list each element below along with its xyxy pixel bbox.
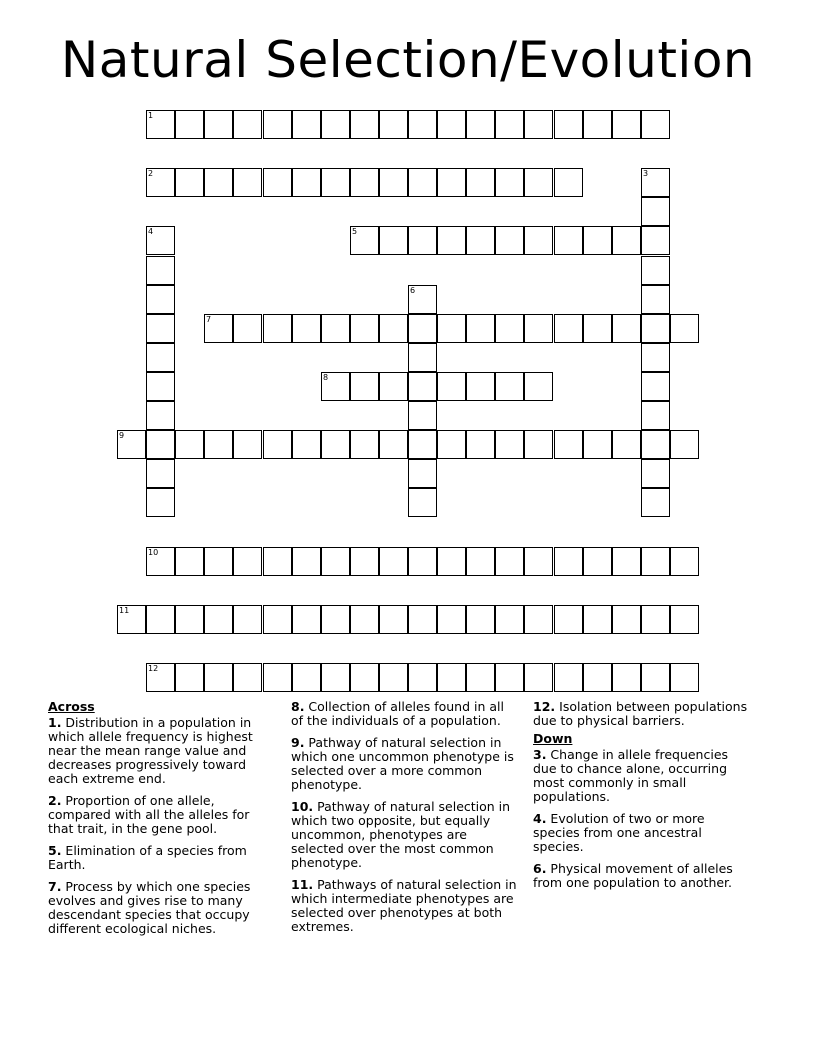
- grid-cell[interactable]: [641, 372, 670, 401]
- clue-item-number: 8.: [291, 699, 305, 714]
- grid-cell[interactable]: [495, 110, 524, 139]
- grid-cell[interactable]: [146, 343, 175, 372]
- clue-number: 1: [148, 111, 154, 120]
- clue-item-text: Distribution in a population in which allele frequency is highest near the mean range value and decreases progressively toward each extreme end.: [48, 715, 253, 786]
- grid-cell[interactable]: [554, 663, 583, 692]
- clue-item-number: 9.: [291, 735, 305, 750]
- grid-cell[interactable]: [495, 430, 524, 459]
- grid-cell[interactable]: [146, 459, 175, 488]
- grid-cell[interactable]: [612, 226, 641, 255]
- grid-cell[interactable]: [321, 430, 350, 459]
- grid-cell[interactable]: [233, 168, 262, 197]
- grid-cell[interactable]: [670, 430, 699, 459]
- grid-cell[interactable]: [350, 110, 379, 139]
- grid-cell[interactable]: [437, 110, 466, 139]
- grid-cell[interactable]: [612, 663, 641, 692]
- grid-cell[interactable]: [437, 314, 466, 343]
- grid-cell[interactable]: [524, 226, 553, 255]
- grid-cell[interactable]: [670, 605, 699, 634]
- grid-cell[interactable]: [350, 547, 379, 576]
- clue-item-text: Pathways of natural selection in which intermediate phenotypes are selected over phenotypes at both extremes.: [291, 877, 517, 934]
- clue-item: [291, 736, 519, 792]
- grid-cell[interactable]: [583, 663, 612, 692]
- clue-item-text: Isolation between populations due to physical barriers.: [533, 699, 748, 728]
- clues-column-1: [48, 700, 270, 944]
- grid-cell[interactable]: [408, 459, 437, 488]
- clue-number: 2: [148, 169, 154, 178]
- grid-cell[interactable]: [350, 314, 379, 343]
- grid-cell[interactable]: [612, 430, 641, 459]
- grid-cell[interactable]: [321, 110, 350, 139]
- grid-cell[interactable]: [641, 314, 670, 343]
- grid-cell[interactable]: [204, 663, 233, 692]
- clue-item-number: 11.: [291, 877, 314, 892]
- clue-item: [48, 794, 270, 836]
- clue-item-text: Pathway of natural selection in which one uncommon phenotype is selected over a more common phenotype.: [291, 735, 514, 792]
- clue-item-number: 12.: [533, 699, 556, 714]
- grid-cell[interactable]: [554, 605, 583, 634]
- grid-cell[interactable]: [641, 430, 670, 459]
- clue-item-number: 7.: [48, 879, 62, 894]
- clue-number: 10: [148, 548, 159, 557]
- grid-cell[interactable]: [379, 168, 408, 197]
- grid-cell[interactable]: [437, 226, 466, 255]
- grid-cell[interactable]: [263, 605, 292, 634]
- clues-column-2: [291, 700, 519, 942]
- grid-cell[interactable]: [146, 547, 175, 576]
- grid-cell[interactable]: [263, 314, 292, 343]
- grid-cell[interactable]: [263, 430, 292, 459]
- grid-cell[interactable]: [350, 226, 379, 255]
- grid-cell[interactable]: [146, 401, 175, 430]
- grid-cell[interactable]: [466, 430, 495, 459]
- clue-number: 8: [323, 373, 329, 382]
- grid-cell[interactable]: [292, 605, 321, 634]
- grid-cell[interactable]: [408, 488, 437, 517]
- grid-cell[interactable]: [204, 168, 233, 197]
- grid-cell[interactable]: [524, 547, 553, 576]
- grid-cell[interactable]: [641, 285, 670, 314]
- grid-cell[interactable]: [408, 663, 437, 692]
- grid-cell[interactable]: [670, 547, 699, 576]
- clue-number: 3: [643, 169, 649, 178]
- grid-cell[interactable]: [146, 430, 175, 459]
- grid-cell[interactable]: [204, 314, 233, 343]
- grid-cell[interactable]: [350, 372, 379, 401]
- grid-cell[interactable]: [321, 547, 350, 576]
- grid-cell[interactable]: [437, 605, 466, 634]
- grid-cell[interactable]: [641, 605, 670, 634]
- clue-item-text: Proportion of one allele, compared with all the alleles for that trait, in the gene pool.: [48, 793, 250, 836]
- clue-item-text: Elimination of a species from Earth.: [48, 843, 247, 872]
- grid-cell[interactable]: [612, 605, 641, 634]
- clue-item-number: 3.: [533, 747, 547, 762]
- grid-cell[interactable]: [146, 168, 175, 197]
- clue-number: 4: [148, 227, 154, 236]
- clue-item-text: Evolution of two or more species from one ancestral species.: [533, 811, 705, 854]
- grid-cell[interactable]: [204, 605, 233, 634]
- grid-cell[interactable]: [583, 430, 612, 459]
- grid-cell[interactable]: [379, 226, 408, 255]
- grid-cell[interactable]: [495, 314, 524, 343]
- grid-cell[interactable]: [437, 430, 466, 459]
- grid-cell[interactable]: [175, 663, 204, 692]
- grid-cell[interactable]: [670, 663, 699, 692]
- puzzle-title: Natural Selection/Evolution: [60, 31, 756, 89]
- grid-cell[interactable]: [292, 314, 321, 343]
- grid-cell[interactable]: [379, 430, 408, 459]
- grid-cell[interactable]: [204, 110, 233, 139]
- clue-item: [48, 716, 270, 786]
- grid-cell[interactable]: [379, 605, 408, 634]
- grid-cell[interactable]: [408, 168, 437, 197]
- grid-cell[interactable]: [263, 110, 292, 139]
- grid-cell[interactable]: [466, 663, 495, 692]
- grid-cell[interactable]: [117, 430, 146, 459]
- grid-cell[interactable]: [350, 605, 379, 634]
- clue-item: [291, 800, 519, 870]
- grid-cell[interactable]: [466, 605, 495, 634]
- grid-cell[interactable]: [583, 314, 612, 343]
- clue-item-number: 6.: [533, 861, 547, 876]
- grid-cell[interactable]: [263, 547, 292, 576]
- grid-cell[interactable]: [204, 547, 233, 576]
- grid-cell[interactable]: [641, 226, 670, 255]
- grid-cell[interactable]: [146, 605, 175, 634]
- grid-cell[interactable]: [670, 314, 699, 343]
- grid-cell[interactable]: [321, 168, 350, 197]
- grid-cell[interactable]: [204, 430, 233, 459]
- grid-cell[interactable]: [233, 605, 262, 634]
- grid-cell[interactable]: [175, 430, 204, 459]
- clue-item-number: 5.: [48, 843, 62, 858]
- grid-cell[interactable]: [495, 168, 524, 197]
- grid-cell[interactable]: [292, 168, 321, 197]
- across-heading: Across: [48, 699, 95, 714]
- grid-cell[interactable]: [292, 547, 321, 576]
- grid-cell[interactable]: [641, 401, 670, 430]
- grid-cell[interactable]: [554, 547, 583, 576]
- clue-item-number: 1.: [48, 715, 62, 730]
- grid-cell[interactable]: [554, 314, 583, 343]
- grid-cell[interactable]: [495, 547, 524, 576]
- grid-cell[interactable]: [175, 110, 204, 139]
- grid-cell[interactable]: [321, 314, 350, 343]
- grid-cell[interactable]: [408, 314, 437, 343]
- clue-number: 12: [148, 664, 159, 673]
- clue-item: [533, 700, 753, 728]
- grid-cell[interactable]: [175, 168, 204, 197]
- grid-cell[interactable]: [321, 663, 350, 692]
- grid-cell[interactable]: [146, 285, 175, 314]
- grid-cell[interactable]: [175, 547, 204, 576]
- grid-cell[interactable]: [466, 168, 495, 197]
- grid-cell[interactable]: [437, 168, 466, 197]
- clue-item: [291, 700, 519, 728]
- grid-cell[interactable]: [641, 663, 670, 692]
- clue-item-number: 2.: [48, 793, 62, 808]
- clue-number: 9: [119, 431, 125, 440]
- clue-item-text: Pathway of natural selection in which two opposite, but equally uncommon, phenotypes are selected over the most common phenotype.: [291, 799, 511, 870]
- grid-cell[interactable]: [146, 663, 175, 692]
- clue-item: [533, 748, 753, 804]
- clue-item: [291, 878, 519, 934]
- grid-cell[interactable]: [466, 372, 495, 401]
- clue-item-number: 4.: [533, 811, 547, 826]
- grid-cell[interactable]: [466, 547, 495, 576]
- grid-cell[interactable]: [554, 168, 583, 197]
- grid-cell[interactable]: [524, 372, 553, 401]
- grid-cell[interactable]: [466, 314, 495, 343]
- grid-cell[interactable]: [524, 314, 553, 343]
- clue-item: [48, 880, 270, 936]
- grid-cell[interactable]: [292, 110, 321, 139]
- grid-cell[interactable]: [321, 605, 350, 634]
- grid-cell[interactable]: [612, 110, 641, 139]
- grid-cell[interactable]: [495, 663, 524, 692]
- grid-cell[interactable]: [641, 256, 670, 285]
- grid-cell[interactable]: [583, 605, 612, 634]
- grid-cell[interactable]: [379, 372, 408, 401]
- clue-item-text: Change in allele frequencies due to chance alone, occurring most commonly in small populations.: [533, 747, 729, 804]
- clue-item-text: Physical movement of alleles from one population to another.: [533, 861, 733, 890]
- clue-item-number: 10.: [291, 799, 314, 814]
- grid-cell[interactable]: [350, 430, 379, 459]
- grid-cell[interactable]: [583, 226, 612, 255]
- grid-cell[interactable]: [350, 168, 379, 197]
- grid-cell[interactable]: [292, 663, 321, 692]
- grid-cell[interactable]: [641, 488, 670, 517]
- grid-cell[interactable]: [612, 314, 641, 343]
- grid-cell[interactable]: [641, 168, 670, 197]
- grid-cell[interactable]: [408, 343, 437, 372]
- clue-number: 5: [352, 227, 358, 236]
- grid-cell[interactable]: [408, 547, 437, 576]
- grid-cell[interactable]: [524, 430, 553, 459]
- grid-cell[interactable]: [379, 547, 408, 576]
- grid-cell[interactable]: [554, 226, 583, 255]
- grid-cell[interactable]: [408, 372, 437, 401]
- grid-cell[interactable]: [408, 605, 437, 634]
- grid-cell[interactable]: [146, 488, 175, 517]
- grid-cell[interactable]: [233, 430, 262, 459]
- grid-cell[interactable]: [583, 110, 612, 139]
- grid-cell[interactable]: [146, 110, 175, 139]
- grid-cell[interactable]: [321, 372, 350, 401]
- grid-cell[interactable]: [641, 110, 670, 139]
- clue-item: [533, 812, 753, 854]
- grid-cell[interactable]: [263, 168, 292, 197]
- down-heading: Down: [533, 731, 573, 746]
- grid-cell[interactable]: [408, 401, 437, 430]
- grid-cell[interactable]: [146, 372, 175, 401]
- grid-cell[interactable]: [408, 285, 437, 314]
- grid-cell[interactable]: [379, 663, 408, 692]
- grid-cell[interactable]: [292, 430, 321, 459]
- grid-cell[interactable]: [583, 547, 612, 576]
- grid-cell[interactable]: [146, 256, 175, 285]
- clue-item-text: Process by which one species evolves and gives rise to many descendant species that occupy different ecological niches.: [48, 879, 251, 936]
- grid-cell[interactable]: [175, 605, 204, 634]
- grid-cell[interactable]: [641, 197, 670, 226]
- grid-cell[interactable]: [117, 605, 146, 634]
- grid-cell[interactable]: [233, 110, 262, 139]
- grid-cell[interactable]: [379, 110, 408, 139]
- grid-cell[interactable]: [233, 314, 262, 343]
- grid-cell[interactable]: [233, 663, 262, 692]
- grid-cell[interactable]: [408, 226, 437, 255]
- grid-cell[interactable]: [408, 430, 437, 459]
- grid-cell[interactable]: [437, 372, 466, 401]
- grid-cell[interactable]: [146, 226, 175, 255]
- grid-cell[interactable]: [350, 663, 379, 692]
- grid-cell[interactable]: [408, 110, 437, 139]
- grid-cell[interactable]: [612, 547, 641, 576]
- grid-cell[interactable]: [263, 663, 292, 692]
- clues-column-3: [533, 700, 753, 898]
- clue-number: 11: [119, 606, 130, 615]
- grid-cell[interactable]: [233, 547, 262, 576]
- grid-cell[interactable]: [146, 314, 175, 343]
- grid-cell[interactable]: [554, 430, 583, 459]
- grid-cell[interactable]: [495, 605, 524, 634]
- grid-cell[interactable]: [524, 110, 553, 139]
- grid-cell[interactable]: [437, 547, 466, 576]
- grid-cell[interactable]: [641, 459, 670, 488]
- clue-item-text: Collection of alleles found in all of the individuals of a population.: [291, 699, 504, 728]
- grid-cell[interactable]: [466, 110, 495, 139]
- grid-cell[interactable]: [524, 605, 553, 634]
- grid-cell[interactable]: [437, 663, 466, 692]
- grid-cell[interactable]: [495, 226, 524, 255]
- clue-number: 7: [206, 315, 212, 324]
- grid-cell[interactable]: [379, 314, 408, 343]
- grid-cell[interactable]: [641, 343, 670, 372]
- clue-item: [48, 844, 270, 872]
- grid-cell[interactable]: [524, 168, 553, 197]
- clue-number: 6: [410, 286, 416, 295]
- grid-cell[interactable]: [641, 547, 670, 576]
- grid-cell[interactable]: [554, 110, 583, 139]
- grid-cell[interactable]: [466, 226, 495, 255]
- grid-cell[interactable]: [495, 372, 524, 401]
- clue-item: [533, 862, 753, 890]
- grid-cell[interactable]: [524, 663, 553, 692]
